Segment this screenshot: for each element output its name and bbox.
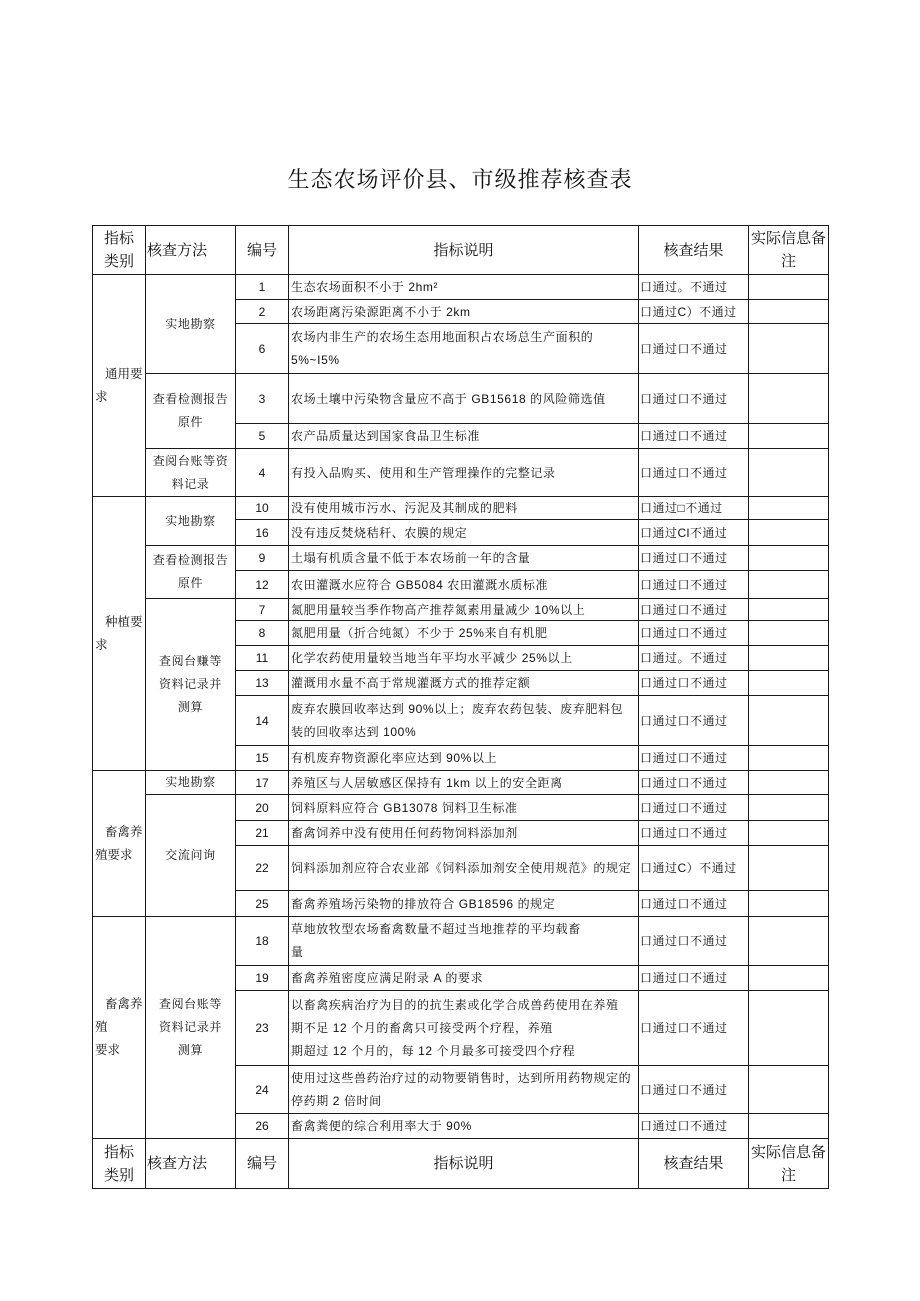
number-cell: 26 — [236, 1114, 289, 1139]
note-cell — [749, 324, 829, 374]
method-cell: 查看检测报告 原件 — [146, 374, 236, 449]
method-cell: 查阅台赚等 资料记录并 测算 — [146, 599, 236, 771]
result-cell: 口通过口不通过 — [639, 671, 749, 696]
number-cell: 20 — [236, 795, 289, 821]
note-cell — [749, 696, 829, 746]
result-cell: 口通过口不通过 — [639, 746, 749, 771]
result-cell: 口通过C）不通过 — [639, 300, 749, 324]
number-cell: 21 — [236, 821, 289, 846]
table-row — [93, 771, 829, 795]
description-cell: 畜禽粪便的综合利用率大于 90% — [289, 1114, 639, 1139]
note-cell — [749, 846, 829, 891]
header-method: 核查方法 — [146, 226, 236, 275]
description-cell: 化学农药使用量较当地当年平均水平减少 25%以上 — [289, 646, 639, 671]
footer-header-number: 编号 — [236, 1139, 289, 1189]
method-cell: 查看检测报告 原件 — [146, 546, 236, 599]
table-row — [93, 599, 829, 621]
number-cell: 23 — [236, 991, 289, 1066]
check-table — [92, 225, 829, 1189]
document-title: 生态农场评价县、市级推荐核查表 — [287, 167, 633, 192]
number-cell: 14 — [236, 696, 289, 746]
result-cell: 口通过口不通过 — [639, 571, 749, 599]
description-cell: 有投入品购买、使用和生产管理操作的完整记录 — [289, 449, 639, 497]
category-cell: 畜禽养 殖要求 — [93, 771, 146, 917]
note-cell — [749, 300, 829, 324]
note-cell — [749, 520, 829, 546]
result-cell: 口通过口不通过 — [639, 1066, 749, 1114]
result-cell: 口通过口不通过 — [639, 599, 749, 621]
note-cell — [749, 621, 829, 646]
result-cell: 口通过口不通过 — [639, 821, 749, 846]
description-cell: 农场内非生产的农场生态用地面积占农场总生产面积的 5%~I5% — [289, 324, 639, 374]
number-cell: 18 — [236, 917, 289, 966]
note-cell — [749, 571, 829, 599]
note-cell — [749, 671, 829, 696]
category-cell: 种植要 求 — [93, 497, 146, 771]
footer-header-note: 实际信息备 注 — [749, 1139, 829, 1189]
note-cell — [749, 991, 829, 1066]
number-cell: 1 — [236, 275, 289, 300]
category-cell: 通用要 求 — [93, 275, 146, 497]
method-cell: 实地勘察 — [146, 275, 236, 374]
method-cell: 交流问询 — [146, 795, 236, 917]
result-cell: 口通过。不通过 — [639, 646, 749, 671]
method-cell: 实地勘察 — [146, 771, 236, 795]
result-cell: 口通过。不通过 — [639, 275, 749, 300]
number-cell: 19 — [236, 966, 289, 991]
note-cell — [749, 497, 829, 520]
number-cell: 11 — [236, 646, 289, 671]
result-cell: 口通过口不通过 — [639, 1114, 749, 1139]
header-description: 指标说明 — [289, 226, 639, 275]
description-cell: 农田灌溉水应符合 GB5084 农田灌溉水质标准 — [289, 571, 639, 599]
result-cell: 口通过口不通过 — [639, 546, 749, 571]
description-cell: 没有违反焚烧秸秆、农膜的规定 — [289, 520, 639, 546]
description-cell: 饲料原料应符合 GB13078 饲料卫生标准 — [289, 795, 639, 821]
table-row — [93, 795, 829, 821]
note-cell — [749, 275, 829, 300]
note-cell — [749, 966, 829, 991]
note-cell — [749, 771, 829, 795]
description-cell: 有机废弃物资源化率应达到 90%以上 — [289, 746, 639, 771]
result-cell: 口通过Cl不通过 — [639, 520, 749, 546]
number-cell: 2 — [236, 300, 289, 324]
description-cell: 废弃农膜回收率达到 90%以上；废弃农药包装、废弃肥料包 装的回收率达到 100% — [289, 696, 639, 746]
number-cell: 8 — [236, 621, 289, 646]
note-cell — [749, 599, 829, 621]
table-row — [93, 449, 829, 497]
note-cell — [749, 891, 829, 917]
description-cell: 以畜禽疾病治疗为目的的抗生素或化学合成兽药使用在养殖 期不足 12 个月的畜禽只可接受两个疗程，养殖 期超过 12 个月的，每 12 个月最多可接受四个疗程 — [289, 991, 639, 1066]
result-cell: 口通过口不通过 — [639, 917, 749, 966]
header-note: 实际信息备 注 — [749, 226, 829, 275]
result-cell: 口通过口不通过 — [639, 991, 749, 1066]
table-row — [93, 497, 829, 520]
description-cell: 畜禽饲养中没有使用任何药物饲料添加剂 — [289, 821, 639, 846]
table-row — [93, 546, 829, 571]
header-result: 核查结果 — [639, 226, 749, 275]
description-cell: 畜禽养殖场污染物的排放符合 GB18596 的规定 — [289, 891, 639, 917]
method-cell: 实地勘察 — [146, 497, 236, 546]
note-cell — [749, 746, 829, 771]
description-cell: 草地放牧型农场畜禽数量不超过当地推荐的平均载畜 量 — [289, 917, 639, 966]
result-cell: 口通过口不通过 — [639, 771, 749, 795]
note-cell — [749, 917, 829, 966]
method-cell: 查阅台账等资 料记录 — [146, 449, 236, 497]
number-cell: 3 — [236, 374, 289, 424]
category-cell: 畜禽养 殖 要求 — [93, 917, 146, 1139]
header-row — [93, 226, 829, 275]
table-row — [93, 275, 829, 300]
result-cell: 口通过C）不通过 — [639, 846, 749, 891]
table-row — [93, 917, 829, 966]
description-cell: 农场土壤中污染物含量应不高于 GB15618 的风险筛选值 — [289, 374, 639, 424]
note-cell — [749, 374, 829, 424]
number-cell: 15 — [236, 746, 289, 771]
footer-header-description: 指标说明 — [289, 1139, 639, 1189]
number-cell: 17 — [236, 771, 289, 795]
result-cell: 口通过口不通过 — [639, 374, 749, 424]
number-cell: 25 — [236, 891, 289, 917]
result-cell: 口通过□不通过 — [639, 497, 749, 520]
header-category: 指标 类别 — [93, 226, 146, 275]
description-cell: 畜禽养殖密度应满足附录 A 的要求 — [289, 966, 639, 991]
number-cell: 22 — [236, 846, 289, 891]
description-cell: 氮肥用量（折合纯氮）不少于 25%来自有机肥 — [289, 621, 639, 646]
note-cell — [749, 646, 829, 671]
result-cell: 口通过口不通过 — [639, 795, 749, 821]
description-cell: 氮肥用量较当季作物高产推荐氮素用量减少 10%以上 — [289, 599, 639, 621]
description-cell: 没有使用城市污水、污泥及其制成的肥料 — [289, 497, 639, 520]
footer-header-method: 核查方法 — [146, 1139, 236, 1189]
number-cell: 10 — [236, 497, 289, 520]
result-cell: 口通过口不通过 — [639, 696, 749, 746]
description-cell: 饲料添加剂应符合农业部《饲料添加剂安全使用规范》的规定 — [289, 846, 639, 891]
note-cell — [749, 1066, 829, 1114]
note-cell — [749, 1114, 829, 1139]
number-cell: 13 — [236, 671, 289, 696]
number-cell: 5 — [236, 424, 289, 449]
note-cell — [749, 795, 829, 821]
note-cell — [749, 546, 829, 571]
result-cell: 口通过口不通过 — [639, 449, 749, 497]
note-cell — [749, 424, 829, 449]
footer-header-row — [93, 1139, 829, 1189]
result-cell: 口通过口不通过 — [639, 324, 749, 374]
description-cell: 生态农场面积不小于 2hm² — [289, 275, 639, 300]
description-cell: 使用过这些兽药治疗过的动物要销售时，达到所用药物规定的 停药期 2 倍时间 — [289, 1066, 639, 1114]
result-cell: 口通过口不通过 — [639, 966, 749, 991]
number-cell: 16 — [236, 520, 289, 546]
note-cell — [749, 821, 829, 846]
table-body — [93, 275, 829, 1139]
footer-header-result: 核查结果 — [639, 1139, 749, 1189]
number-cell: 24 — [236, 1066, 289, 1114]
footer-header-category: 指标 类别 — [93, 1139, 146, 1189]
description-cell: 灌溉用水量不高于常规灌溉方式的推荐定额 — [289, 671, 639, 696]
description-cell: 农场距离污染源距离不小于 2km — [289, 300, 639, 324]
method-cell: 查阅台账等 资料记录并 测算 — [146, 917, 236, 1139]
description-cell: 养殖区与人居敏感区保持有 1km 以上的安全距离 — [289, 771, 639, 795]
result-cell: 口通过口不通过 — [639, 891, 749, 917]
header-number: 编号 — [236, 226, 289, 275]
result-cell: 口通过口不通过 — [639, 621, 749, 646]
result-cell: 口通过口不通过 — [639, 424, 749, 449]
number-cell: 4 — [236, 449, 289, 497]
number-cell: 9 — [236, 546, 289, 571]
number-cell: 6 — [236, 324, 289, 374]
description-cell: 农产品质量达到国家食品卫生标准 — [289, 424, 639, 449]
number-cell: 7 — [236, 599, 289, 621]
number-cell: 12 — [236, 571, 289, 599]
note-cell — [749, 449, 829, 497]
description-cell: 土塌有机质含量不低于本农场前一年的含量 — [289, 546, 639, 571]
table-row — [93, 374, 829, 424]
